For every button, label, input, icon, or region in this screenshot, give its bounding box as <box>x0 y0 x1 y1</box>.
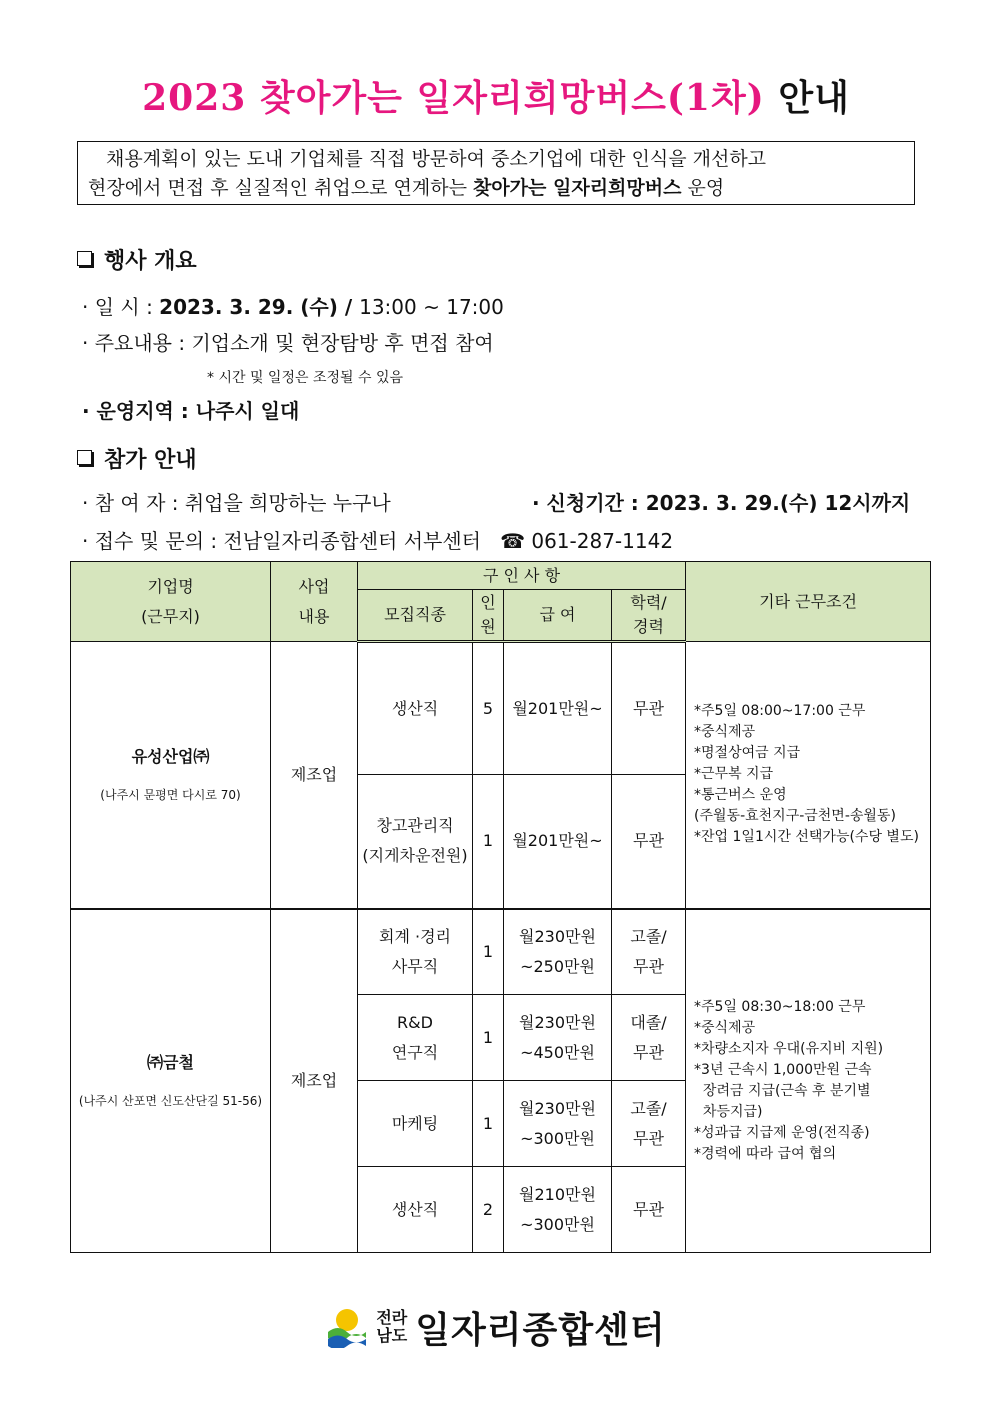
condition-item: *통근버스 운영 <box>694 787 787 804</box>
contact-phone: 061-287-1142 <box>531 529 674 553</box>
job-count: 1 <box>473 909 504 995</box>
condition-item: 차등지급) <box>694 1103 763 1120</box>
job-position: 생산직 <box>358 642 473 775</box>
condition-item: *명절상여금 지급 <box>694 745 801 762</box>
participants-line: · 참 여 자 : 취업을 희망하는 누구나 <box>82 491 391 515</box>
business-type: 제조업 <box>271 642 358 909</box>
table-row <box>71 909 931 995</box>
company-address: (나주시 산포면 신도산단길 51-56) <box>78 1093 263 1108</box>
job-count: 1 <box>473 995 504 1081</box>
section-heading-overview-text: 행사 개요 <box>104 249 197 274</box>
phone-icon: ☎ <box>500 529 525 553</box>
condition-item: *중식제공 <box>694 1019 756 1036</box>
condition-item: *차량소지자 우대(유지비 지원) <box>694 1040 884 1057</box>
job-count: 2 <box>473 1167 504 1253</box>
logo-region-text: 전라 남도 <box>376 1308 408 1345</box>
job-salary: 월210만원 ~300만원 <box>504 1167 612 1253</box>
event-date-label: · 일 시 : <box>82 295 160 319</box>
intro-box <box>77 141 915 205</box>
job-salary: 월230만원 ~450만원 <box>504 995 612 1081</box>
schedule-note: * 시간 및 일정은 조정될 수 있음 <box>207 370 403 386</box>
contact-line <box>82 525 673 554</box>
section-heading-overview <box>77 244 197 275</box>
condition-item: *3년 근속시 1,000만원 근속 <box>694 1061 872 1078</box>
job-count: 1 <box>473 775 504 909</box>
checkbox-square-icon <box>77 450 92 465</box>
job-education: 무관 <box>612 1167 686 1253</box>
condition-item: *중식제공 <box>694 724 756 741</box>
event-time-value: 13:00 ~ 17:00 <box>359 295 504 319</box>
header-other-conditions: 기타 근무조건 <box>686 562 931 642</box>
event-date-value: 2023. 3. 29. (수) / <box>159 295 360 319</box>
condition-item: *주5일 08:00~17:00 근무 <box>694 703 866 720</box>
company-name: ㈜금철 <box>147 1052 194 1072</box>
section-heading-participation <box>77 443 197 474</box>
header-company: 기업명 (근무지) <box>71 562 271 642</box>
page-title <box>0 70 992 121</box>
intro-line-2 <box>88 174 914 203</box>
company-address: (나주시 문평면 다시로 70) <box>100 787 241 802</box>
job-education: 고졸/ 무관 <box>612 909 686 995</box>
condition-item: *경력에 따라 급여 협의 <box>694 1145 837 1162</box>
job-count: 1 <box>473 1081 504 1167</box>
job-count: 5 <box>473 642 504 775</box>
other-conditions <box>686 909 931 1253</box>
job-education: 무관 <box>612 775 686 909</box>
job-position: 마케팅 <box>358 1081 473 1167</box>
intro-line-2-bold: 찾아가는 일자리희망버스 <box>472 177 682 199</box>
title-suffix: 안내 <box>778 77 850 119</box>
header-count: 인 원 <box>473 590 504 642</box>
event-date-line <box>82 291 504 320</box>
footer-logo <box>0 1300 992 1354</box>
table-row <box>71 642 931 775</box>
header-recruit: 구 인 사 항 <box>358 562 686 590</box>
job-salary: 월230만원 ~300만원 <box>504 1081 612 1167</box>
job-education: 고졸/ 무관 <box>612 1081 686 1167</box>
company-cell <box>71 909 271 1253</box>
job-table <box>70 561 931 1253</box>
header-business: 사업 내용 <box>271 562 358 642</box>
other-conditions <box>686 642 931 909</box>
job-salary: 월230만원 ~250만원 <box>504 909 612 995</box>
job-education: 대졸/ 무관 <box>612 995 686 1081</box>
contact-label: · 접수 및 문의 : 전남일자리종합센터 서부센터 <box>82 529 481 553</box>
header-salary: 급 여 <box>504 590 612 642</box>
company-cell <box>71 642 271 909</box>
condition-item: *주5일 08:30~18:00 근무 <box>694 998 866 1015</box>
job-position: 회계 ·경리 사무직 <box>358 909 473 995</box>
job-education: 무관 <box>612 642 686 775</box>
company-name: 유성산업㈜ <box>131 746 210 766</box>
condition-item: *성과급 지급제 운영(전직종) <box>694 1124 870 1141</box>
title-main: 2023 찾아가는 일자리희망버스(1차) <box>142 77 765 119</box>
apply-period-line: · 신청기간 : 2023. 3. 29.(수) 12시까지 <box>532 491 911 515</box>
business-type: 제조업 <box>271 909 358 1253</box>
condition-item: *잔업 1일1시간 선택가능(수당 별도) <box>694 829 919 846</box>
job-position: R&D 연구직 <box>358 995 473 1081</box>
section-heading-participation-text: 참가 안내 <box>104 448 197 473</box>
intro-line-2-pre: 현장에서 면접 후 실질적인 취업으로 연계하는 <box>88 177 473 199</box>
event-region-line: · 운영지역 : 나주시 일대 <box>82 399 300 423</box>
header-education: 학력/ 경력 <box>612 590 686 642</box>
jeonnam-logo-icon <box>326 1306 368 1348</box>
job-salary: 월201만원~ <box>504 642 612 775</box>
job-position: 창고관리직 (지게차운전원) <box>358 775 473 909</box>
checkbox-square-icon <box>77 251 92 266</box>
condition-item: (주월동-효천지구-금천면-송월동) <box>694 808 896 825</box>
condition-item: *근무복 지급 <box>694 766 774 783</box>
event-content-line: · 주요내용 : 기업소개 및 현장탐방 후 면접 참여 <box>82 331 494 355</box>
intro-line-1: 채용계획이 있는 도내 기업체를 직접 방문하여 중소기업에 대한 인식을 개선하고 <box>106 148 767 170</box>
job-position: 생산직 <box>358 1167 473 1253</box>
job-salary: 월201만원~ <box>504 775 612 909</box>
intro-line-2-post: 운영 <box>681 177 725 199</box>
logo-center-name: 일자리종합센터 <box>415 1309 666 1351</box>
header-position: 모집직종 <box>358 590 473 642</box>
condition-item: 장려금 지급(근속 후 분기별 <box>694 1082 871 1099</box>
